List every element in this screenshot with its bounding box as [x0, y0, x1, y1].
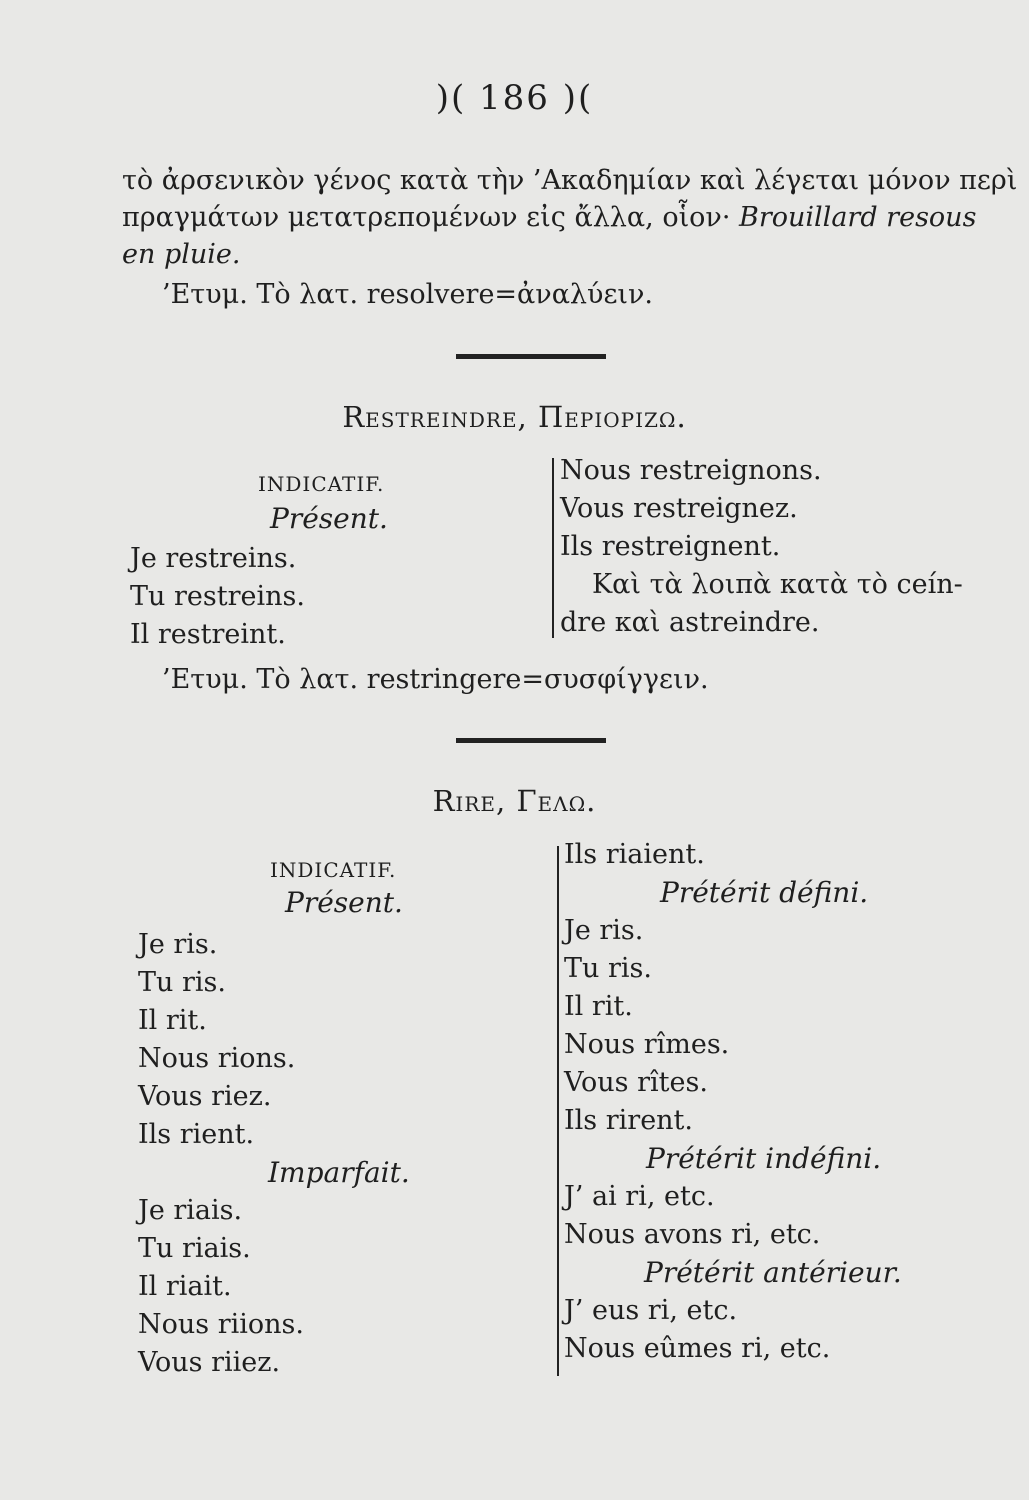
- conjugation-form: Vous restreignez.: [560, 493, 798, 524]
- restreindre-left-forms: [130, 540, 305, 654]
- restreindre-etymology: [162, 664, 709, 695]
- conjugation-form: Nous avons ri, etc.: [564, 1219, 821, 1250]
- conjugation-form: Il rit.: [138, 1005, 207, 1036]
- conjugation-form: Ils restreignent.: [560, 531, 781, 562]
- conjugation-form: Tu ris.: [138, 967, 226, 998]
- intro-line-2-italic: Brouillard resous: [739, 202, 977, 233]
- conjugation-form: Ils rient.: [138, 1119, 255, 1150]
- intro-etym-text: resolvere=ἀναλύειν.: [366, 279, 654, 310]
- page-number: )( 186 )(: [435, 78, 594, 118]
- restreindre-note-line-1: Καὶ τὰ λοιπὰ κατὰ τὸ ceín-: [592, 569, 963, 600]
- intro-line-1: τὸ ἀρσενικὸν γένος κατὰ τὴν ’Ακαδημίαν καὶ λέγεται μόνον περὶ: [122, 165, 1018, 196]
- intro-etymology: [162, 274, 653, 315]
- restreindre-heading: [0, 400, 1029, 434]
- conjugation-form: Je restreins.: [130, 543, 297, 574]
- conjugation-form: Nous eûmes ri, etc.: [564, 1333, 831, 1364]
- intro-etym-label: ’Ετυμ. Τὸ λατ.: [162, 279, 359, 310]
- rire-right-forms: [564, 836, 902, 1368]
- rire-preterit-indefini-label: Prétérit indéfini.: [646, 1142, 882, 1175]
- rire-preterit-defini-label: Prétérit défini.: [660, 876, 869, 909]
- conjugation-form: Nous rîmes.: [564, 1029, 730, 1060]
- restreindre-heading-gr: Περιοριζω.: [537, 400, 687, 434]
- rire-heading-gr: Γελω.: [516, 784, 597, 818]
- conjugation-form: Tu ris.: [564, 953, 652, 984]
- restreindre-note-line-2: dre καὶ astreindre.: [560, 607, 820, 638]
- restreindre-tense: Présent.: [270, 502, 388, 535]
- conjugation-form: Vous riez.: [138, 1081, 272, 1112]
- conjugation-form: Nous riions.: [138, 1309, 304, 1340]
- conjugation-form: Il restreint.: [130, 619, 286, 650]
- conjugation-form: Nous rions.: [138, 1043, 296, 1074]
- rire-present-label: Présent.: [285, 886, 403, 919]
- intro-line-2-greek: πραγμάτων μετατρεπομένων εἰς ἄλλα, οἷον·: [122, 202, 731, 233]
- conjugation-form: Il rit.: [564, 991, 633, 1022]
- restreindre-right-forms: [560, 452, 963, 642]
- rire-heading: [0, 784, 1029, 818]
- intro-line-3: en pluie.: [122, 239, 241, 270]
- conjugation-form: Je riais.: [138, 1195, 243, 1226]
- conjugation-form: Ils rirent.: [564, 1105, 693, 1136]
- restreindre-mood: INDICATIF.: [258, 472, 385, 496]
- restreindre-column-divider: [552, 458, 554, 638]
- conjugation-form: Vous rîtes.: [564, 1067, 708, 1098]
- conjugation-form: J’ ai ri, etc.: [564, 1181, 715, 1212]
- rire-mood: INDICATIF.: [270, 858, 397, 882]
- conjugation-form: Nous restreignons.: [560, 455, 822, 486]
- conjugation-form: Je ris.: [564, 915, 644, 946]
- intro-line-2: [122, 197, 976, 238]
- conjugation-form: Vous riiez.: [138, 1347, 281, 1378]
- rire-heading-fr: Rire,: [432, 784, 507, 818]
- rire-preterit-anterieur-label: Prétérit antérieur.: [644, 1256, 902, 1289]
- restreindre-etym-label: ’Ετυμ. Τὸ λατ.: [162, 664, 359, 695]
- section-divider-2: [456, 738, 606, 743]
- conjugation-form: Je ris.: [138, 929, 218, 960]
- section-divider-1: [456, 354, 606, 359]
- conjugation-form: Il riait.: [138, 1271, 232, 1302]
- conjugation-form: Tu restreins.: [130, 581, 305, 612]
- rire-column-divider: [557, 846, 559, 1376]
- conjugation-form: J’ eus ri, etc.: [564, 1295, 738, 1326]
- restreindre-heading-fr: Restreindre,: [342, 400, 528, 434]
- conjugation-form: Ils riaient.: [564, 839, 705, 870]
- conjugation-form: Tu riais.: [138, 1233, 251, 1264]
- rire-present-forms: [138, 926, 410, 1382]
- restreindre-etym-text: restringere=συσφίγγειν.: [366, 664, 709, 695]
- rire-imparfait-label: Imparfait.: [268, 1156, 410, 1189]
